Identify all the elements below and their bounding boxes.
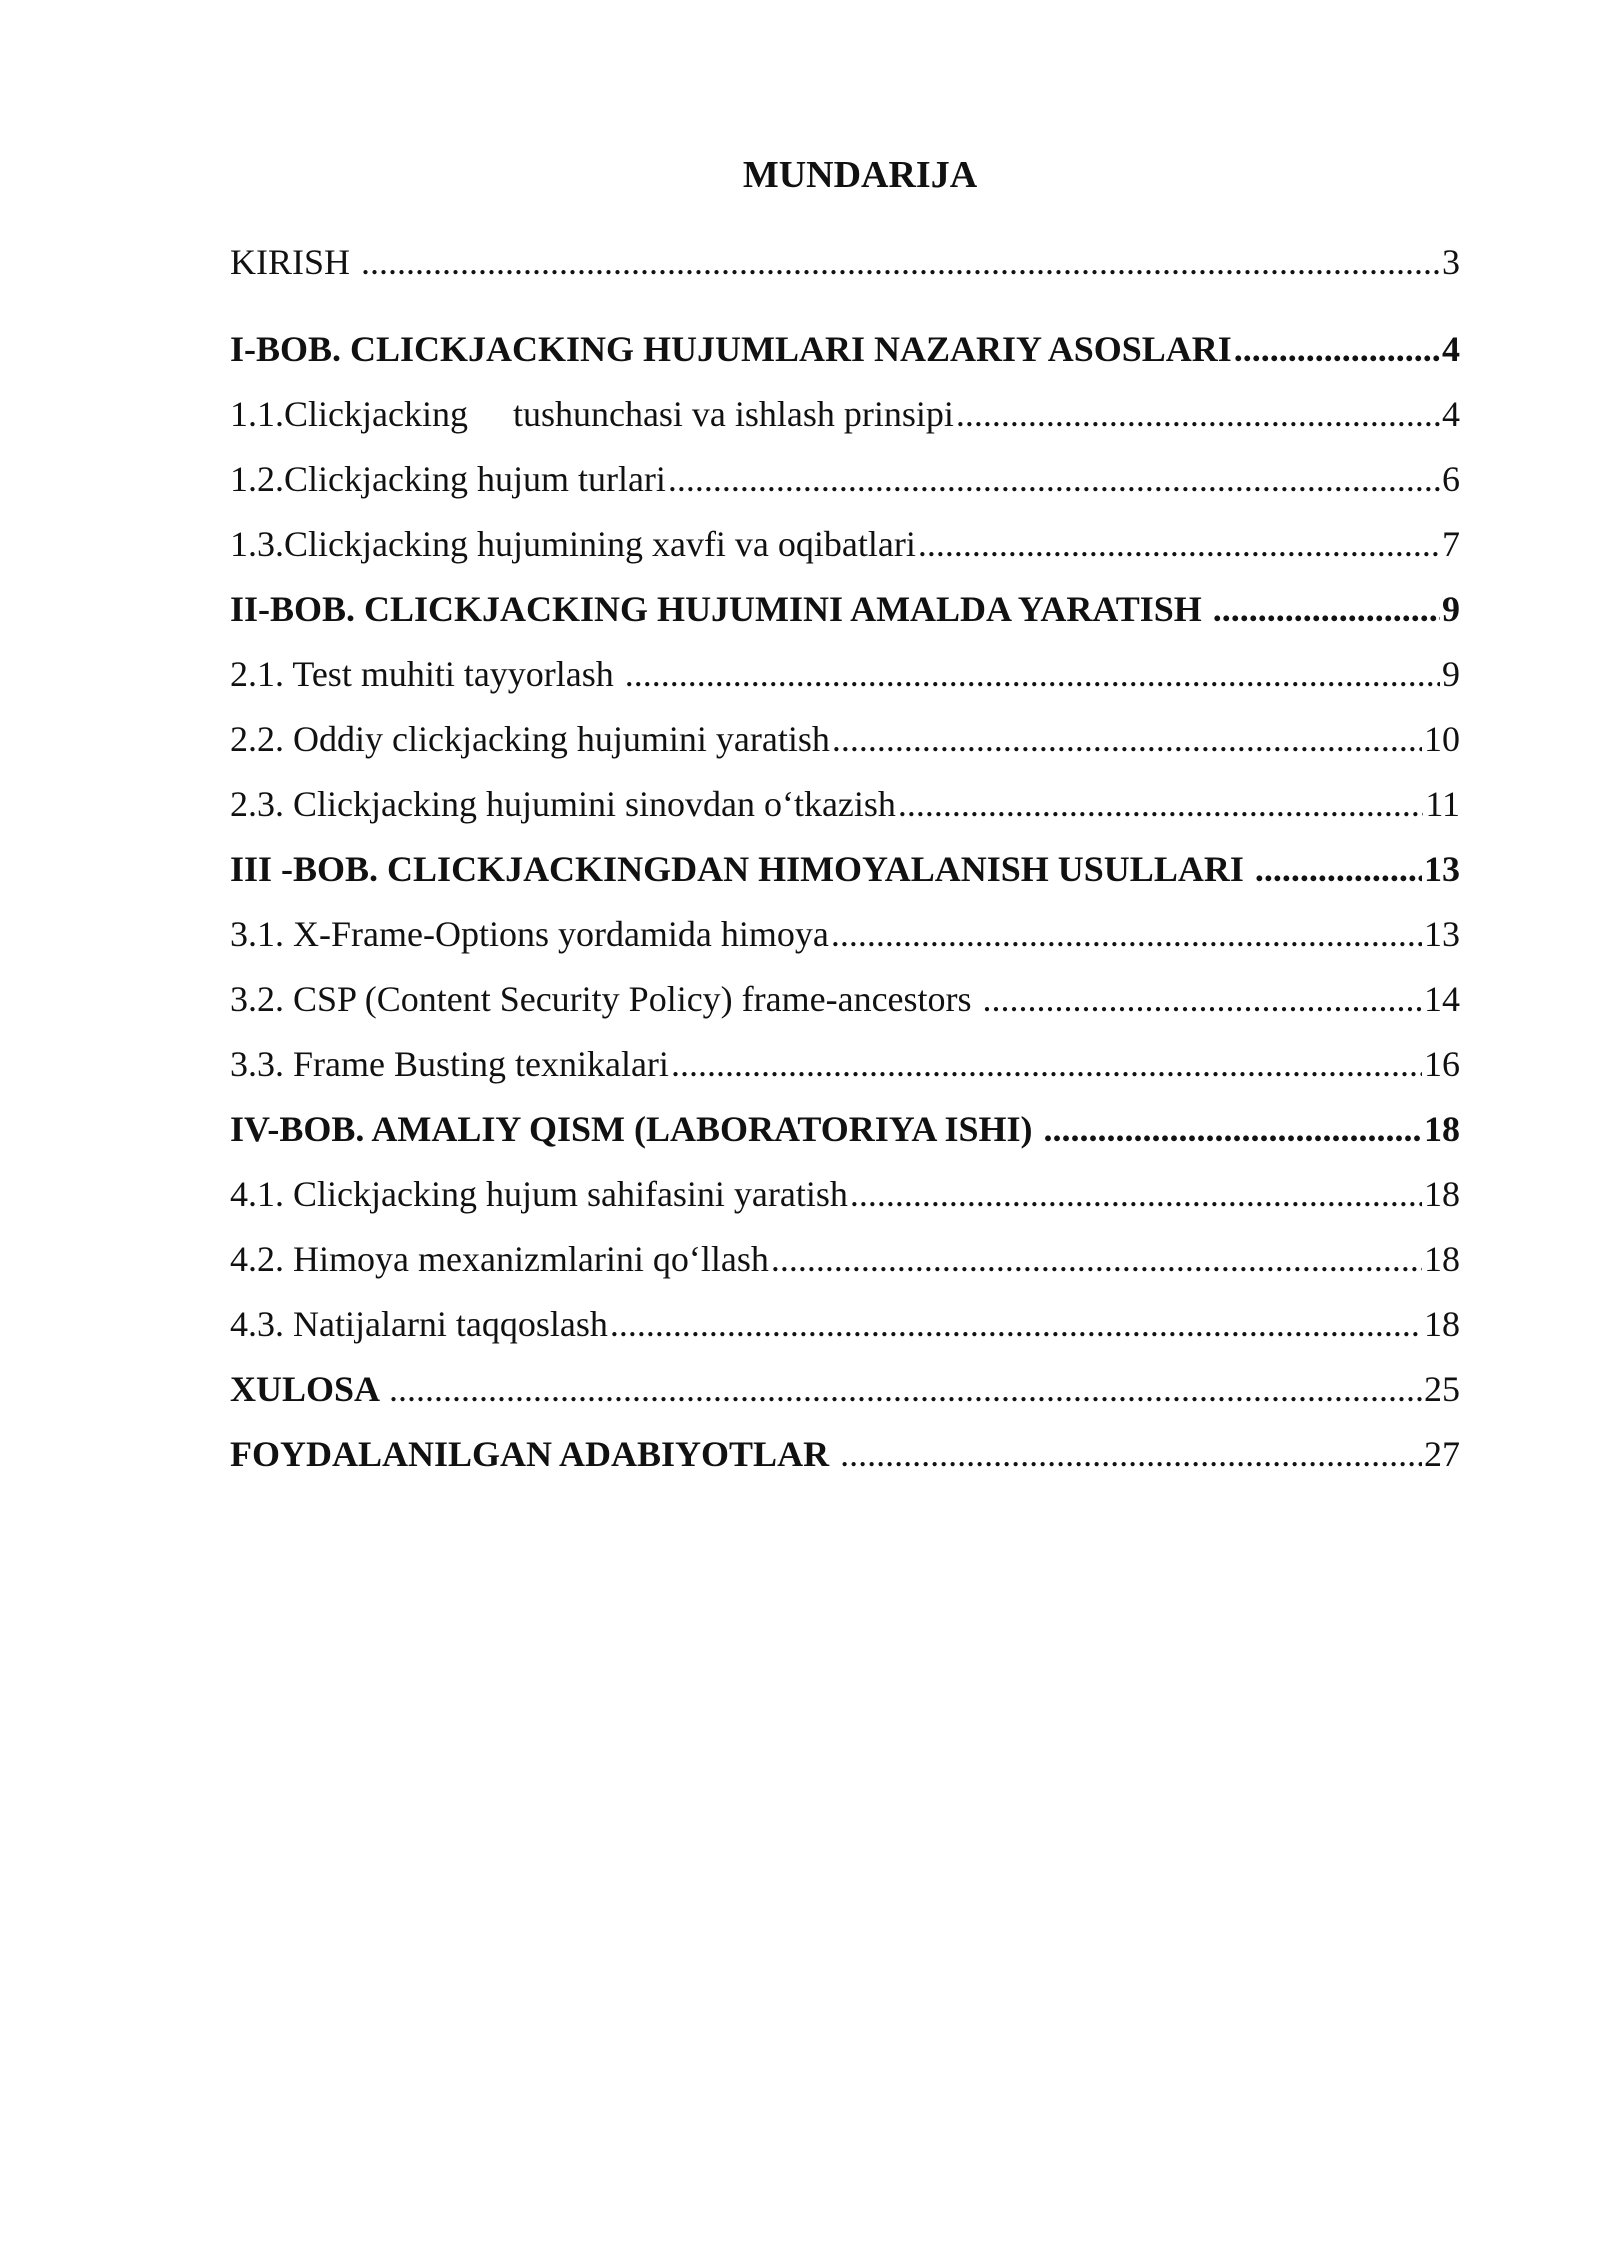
toc-entry-page: 16: [1424, 1044, 1460, 1084]
toc-entry-page: 25: [1424, 1369, 1460, 1409]
toc-leader-dots: [831, 908, 1422, 960]
toc-entry-label: 4.1. Clickjacking hujum sahifasini yaratish: [230, 1174, 848, 1214]
toc-entry-3-1[interactable]: [230, 908, 1460, 973]
toc-entry-page: 3: [1442, 242, 1460, 282]
toc-entry-page: 9: [1442, 654, 1460, 694]
toc-entry-label: 2.1. Test muhiti tayyorlash: [230, 654, 623, 694]
toc-entry-page: 6: [1442, 459, 1460, 499]
toc-entry-page: 10: [1424, 719, 1460, 759]
toc-entry-label: 1.3.Clickjacking hujumining xavfi va oqibatlari: [230, 524, 916, 564]
toc-entry-2-1[interactable]: [230, 648, 1460, 713]
toc-leader-dots: [850, 1168, 1422, 1220]
toc-leader-dots: [668, 453, 1440, 505]
toc-entry-page: 18: [1424, 1109, 1460, 1149]
toc-leader-dots: [832, 713, 1422, 765]
toc-entry-page: 18: [1424, 1304, 1460, 1344]
toc-entry-page: 14: [1424, 979, 1460, 1019]
toc-entry-label: 2.2. Oddiy clickjacking hujumini yaratish: [230, 719, 830, 759]
toc-leader-dots: [671, 1038, 1422, 1090]
toc-leader-dots: [1043, 1103, 1422, 1155]
toc-entry-label: II-BOB. CLICKJACKING HUJUMINI AMALDA YARATISH: [230, 589, 1211, 629]
toc-entry-page: 27: [1424, 1434, 1460, 1474]
toc-leader-dots: [1255, 843, 1422, 895]
toc-leader-dots: [983, 973, 1422, 1025]
toc-leader-dots: [898, 778, 1423, 830]
toc-leader-dots: [1234, 323, 1440, 375]
toc-entry-label: 1.1.Clickjacking tushunchasi va ishlash prinsipi: [230, 394, 954, 434]
toc-entry-references[interactable]: [230, 1428, 1460, 1493]
toc-entry-label: 2.3. Clickjacking hujumini sinovdan o‘tkazish: [230, 784, 896, 824]
toc-entry-chapter-1[interactable]: [230, 323, 1460, 388]
toc-entry-3-2[interactable]: [230, 973, 1460, 1038]
toc-entry-page: 7: [1442, 524, 1460, 564]
toc-entry-3-3[interactable]: [230, 1038, 1460, 1103]
toc-entry-label: I-BOB. CLICKJACKING HUJUMLARI NAZARIY ASOSLARI: [230, 329, 1232, 369]
toc-entry-label: 1.2.Clickjacking hujum turlari: [230, 459, 666, 499]
toc-entry-kirish[interactable]: [230, 236, 1460, 323]
toc-entry-chapter-3[interactable]: [230, 843, 1460, 908]
toc-entry-1-3[interactable]: [230, 518, 1460, 583]
toc-entry-label: 3.2. CSP (Content Security Policy) frame-ancestors: [230, 979, 981, 1019]
toc-entry-xulosa[interactable]: [230, 1363, 1460, 1428]
toc-entry-page: 9: [1442, 589, 1460, 629]
toc-leader-dots: [389, 1363, 1422, 1415]
toc-entry-label: 3.3. Frame Busting texnikalari: [230, 1044, 669, 1084]
toc-entry-label: III -BOB. CLICKJACKINGDAN HIMOYALANISH USULLARI: [230, 849, 1253, 889]
toc-entry-4-2[interactable]: [230, 1233, 1460, 1298]
table-of-contents: [230, 236, 1460, 1493]
page-title: MUNDARIJA: [742, 154, 978, 196]
toc-entry-label: 4.3. Natijalarni taqqoslash: [230, 1304, 608, 1344]
toc-entry-2-3[interactable]: [230, 778, 1460, 843]
toc-entry-page: 4: [1442, 394, 1460, 434]
toc-entry-page: 13: [1424, 914, 1460, 954]
toc-leader-dots: [1213, 583, 1440, 635]
toc-leader-dots: [610, 1298, 1422, 1350]
toc-entry-label: 3.1. X-Frame-Options yordamida himoya: [230, 914, 829, 954]
toc-entry-page: 18: [1424, 1239, 1460, 1279]
toc-entry-label: 4.2. Himoya mexanizmlarini qo‘llash: [230, 1239, 769, 1279]
toc-entry-1-1[interactable]: [230, 388, 1460, 453]
toc-entry-4-1[interactable]: [230, 1168, 1460, 1233]
toc-leader-dots: [840, 1428, 1422, 1480]
toc-entry-page: 18: [1424, 1174, 1460, 1214]
toc-leader-dots: [918, 518, 1440, 570]
toc-leader-dots: [625, 648, 1440, 700]
toc-entry-chapter-2[interactable]: [230, 583, 1460, 648]
toc-entry-label: IV-BOB. AMALIY QISM (LABORATORIYA ISHI): [230, 1109, 1042, 1149]
toc-entry-page: 11: [1425, 784, 1460, 824]
toc-entry-4-3[interactable]: [230, 1298, 1460, 1363]
toc-entry-1-2[interactable]: [230, 453, 1460, 518]
toc-entry-2-2[interactable]: [230, 713, 1460, 778]
toc-entry-label: FOYDALANILGAN ADABIYOTLAR: [230, 1434, 839, 1474]
toc-leader-dots: [361, 236, 1440, 288]
toc-entry-page: 4: [1442, 329, 1460, 369]
toc-entry-label: XULOSA: [230, 1369, 388, 1409]
toc-entry-label: KIRISH: [230, 242, 360, 282]
toc-entry-chapter-4[interactable]: [230, 1103, 1460, 1168]
toc-leader-dots: [771, 1233, 1422, 1285]
toc-entry-page: 13: [1424, 849, 1460, 889]
toc-leader-dots: [956, 388, 1440, 440]
